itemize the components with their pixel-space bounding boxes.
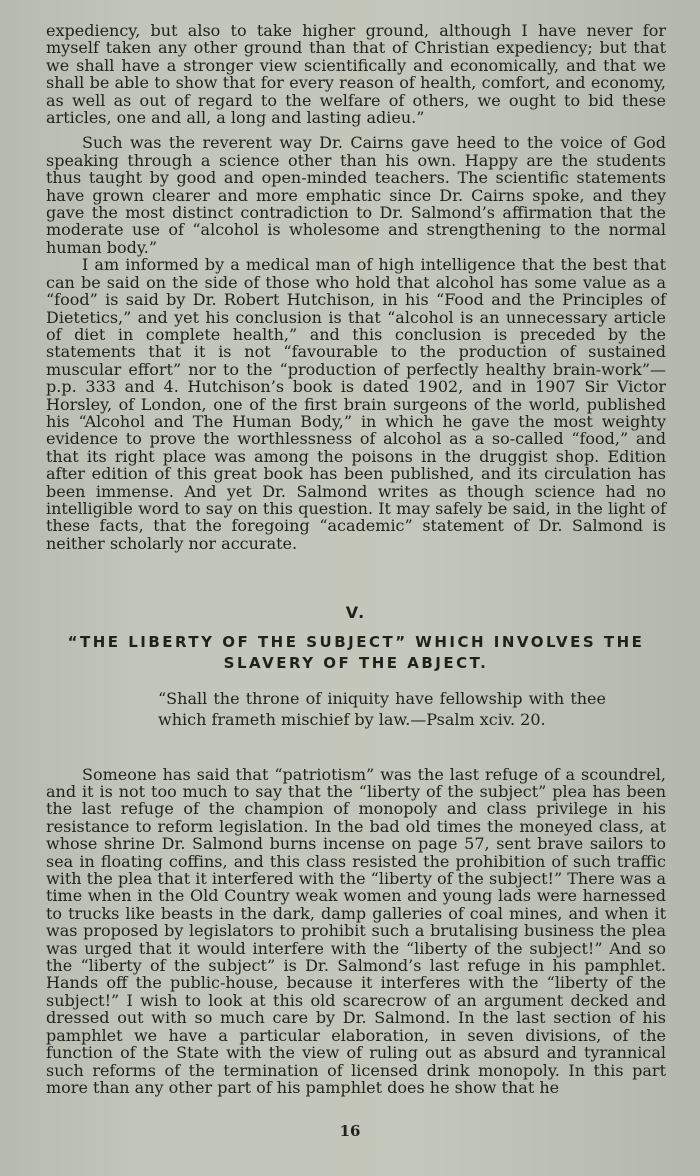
page-number: 16 bbox=[339, 1122, 361, 1140]
text-column bbox=[46, 22, 666, 1096]
section-title-line-2: SLAVERY OF THE ABJECT. bbox=[223, 653, 489, 672]
section-title bbox=[46, 632, 666, 674]
paragraph-continuation: expediency, but also to take higher ground, although I have never for myself taken any other ground than that of Christian expediency; but that we shall have a stronger view scientifically and economically, and that we shall be able to show that for every reason of health, comfort, and economy, as well as out of regard to the welfare of others, we ought to bid these articles, one and all, a long and lasting adieu.” bbox=[46, 21, 666, 128]
section-number: V. bbox=[345, 603, 367, 623]
paragraph-hutchison: I am informed by a medical man of high intelligence that the best that can be said on the side of those who hold that alcohol has some value as a “food” is said by Dr. Robert Hutchison, in his “Food and the Principles of Dietetics,” and yet his conclusion is that “alcohol is an unnecessary article of diet in complete health,” and this conclusion is preceded by the statements that it is not “favourable to the production of sustained muscular effort” nor to the “production of perfectly healthy brain-work”—p.p. 333 and 4. Hutchison’s book is dated 1902, and in 1907 Sir Victor Horsley, of London, one of the first brain surgeons of the world, published his “Alcohol and The Human Body,” in which he gave the most weighty evidence to prove the worthlessness of alcohol as a so-called “food,” and that its right place was among the poisons in the druggist shop. Edition after edition of this great book has been published, and its circulation has been immense. And yet Dr. Salmond writes as though science had no intelligible word to say on this question. It may safely be said, in the light of these facts, that the foregoing “academic” statement of Dr. Salmond is neither scholarly nor accurate. bbox=[46, 255, 666, 553]
paragraph-liberty: Someone has said that “patriotism” was the last refuge of a scoundrel, and it is not too much to say that the “liberty of the subject” plea has been the last refuge of the champion of monopoly and class privilege in his resistance to reform legislation. In the bad old times the moneyed class, at whose shrine Dr. Salmond burns incense on page 57, sent brave sailors to sea in floating coffins, and this class resisted the prohibition of such traffic with the plea that it interfered with the “liberty of the subject!” There was a time when in the Old Country weak women and young lads were harnessed to trucks like beasts in the dark, damp galleries of coal mines, and when it was proposed by legislators to prohibit such a brutalising business the plea was urged that it would interfere with the “liberty of the subject!” And so the “liberty of the subject” is Dr. Salmond’s last refuge in his pamphlet. Hands off the public-house, because it interferes with the “liberty of the subject!” I wish to look at this old scarecrow of an argument decked and dressed out with so much care by Dr. Salmond. In the last section of his pamphlet we have a particular elaboration, in seven divisions, of the function of the State with the view of ruling out as absurd and tyrannical such reforms of the termination of licensed drink monopoly. In this part more than any other part of his pamphlet does he show that he bbox=[46, 764, 666, 1097]
epigraph: “Shall the throne of iniquity have fellowship with thee which frameth mischief by law.—Psalm xciv. 20. bbox=[158, 688, 606, 729]
section-title-line-1: “THE LIBERTY OF THE SUBJECT” WHICH INVOLVES THE bbox=[67, 632, 645, 651]
paragraph-cairns: Such was the reverent way Dr. Cairns gave heed to the voice of God speaking through a science other than his own. Happy are the students thus taught by good and open-minded teachers. The scientific statements have grown clearer and more emphatic since Dr. Cairns spoke, and they gave the most distinct contradiction to Dr. Salmond’s affirmation that the moderate use of “alcohol is wholesome and strengthening to the normal human body.” bbox=[46, 133, 666, 257]
